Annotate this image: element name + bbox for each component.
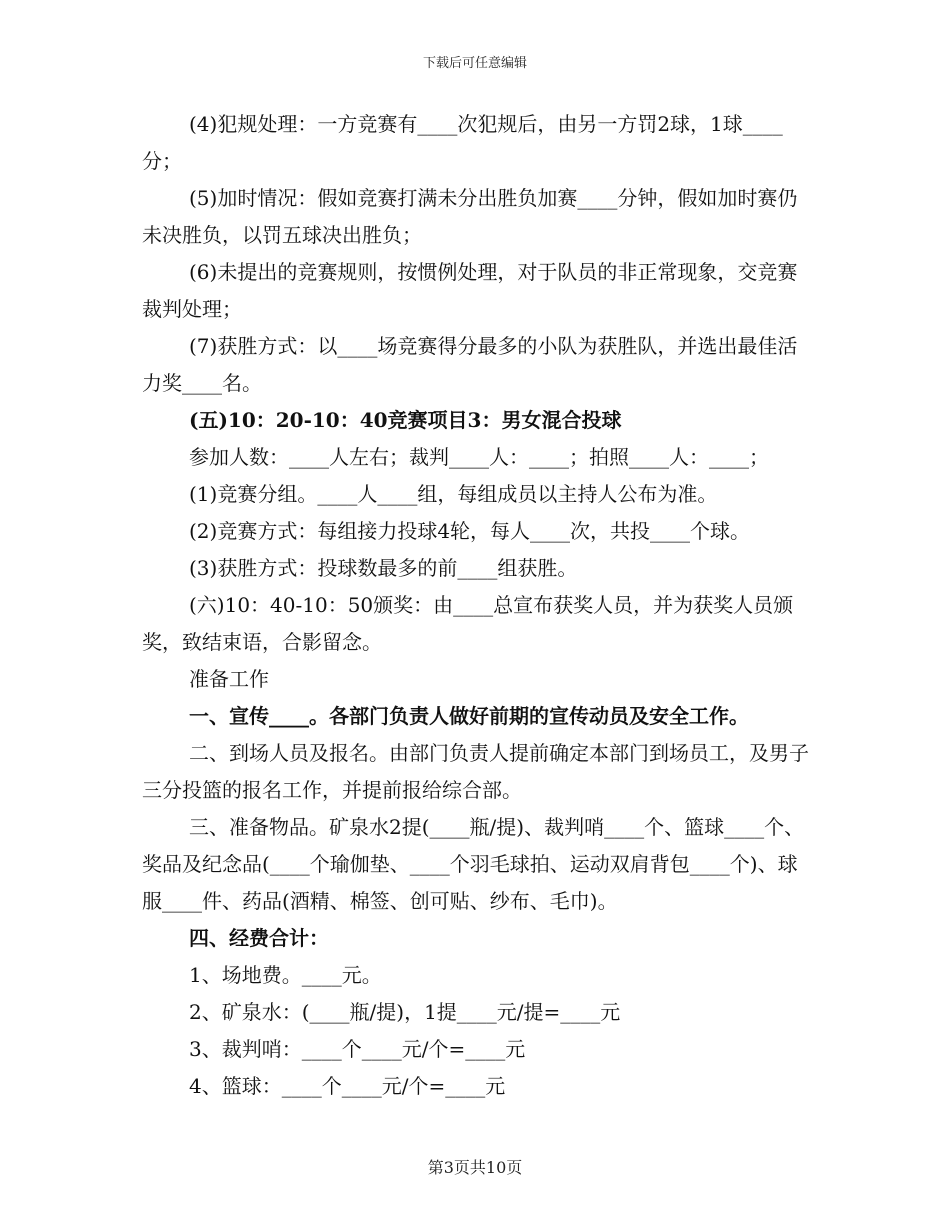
- paragraph-winning: (3)获胜方式：投球数最多的前____组获胜。: [189, 556, 578, 580]
- paragraph-publicity: 一、宣传____。各部门负责人做好前期的宣传动员及安全工作。: [189, 704, 749, 728]
- paragraph-other-rules: (6)未提出的竞赛规则，按惯例处理，对于队员的非正常现象，交竞赛裁判处理；: [142, 260, 798, 321]
- paragraph-awards: (六)10：40-10：50颁奖：由____总宣布获奖人员，并为获奖人员颁奖，致结束语，合影留念。: [142, 593, 794, 654]
- budget-item-venue: 1、场地费。____元。: [189, 963, 382, 987]
- page-footer: 第3页共10页: [427, 1158, 523, 1177]
- section-heading-event3: (五)10：20-10：40竞赛项目3：男女混合投球: [189, 408, 622, 432]
- paragraph-overtime: (5)加时情况：假如竞赛打满未分出胜负加赛____分钟，假如加时赛仍未决胜负，以罚五球决出胜负；: [142, 186, 798, 247]
- paragraph-foul-rule: (4)犯规处理：一方竞赛有____次犯规后，由另一方罚2球，1球____分；: [142, 112, 783, 173]
- section-heading-budget: 四、经费合计：: [189, 926, 329, 950]
- section-heading-preparation: 准备工作: [189, 667, 269, 691]
- budget-item-whistle: 3、裁判哨：____个____元/个=____元: [189, 1037, 526, 1061]
- paragraph-participants: 参加人数：____人左右；裁判____人：____；拍照____人：____；: [189, 445, 769, 469]
- budget-item-basketball: 4、篮球：____个____元/个=____元: [189, 1074, 506, 1098]
- paragraph-competition-method: (2)竞赛方式：每组接力投球4轮，每人____次，共投____个球。: [189, 519, 751, 543]
- paragraph-registration: 二、到场人员及报名。由部门负责人提前确定本部门到场员工，及男子三分投篮的报名工作，并提前报给综合部。: [142, 741, 809, 802]
- document-body: [142, 106, 810, 1105]
- paragraph-win-method: (7)获胜方式：以____场竞赛得分最多的小队为获胜队，并选出最佳活力奖____名。: [142, 334, 798, 395]
- page-header: 下载后可任意编辑: [422, 56, 527, 71]
- budget-item-water: 2、矿泉水：(____瓶/提)，1提____元/提=____元: [189, 1000, 621, 1024]
- paragraph-grouping: (1)竞赛分组。____人____组，每组成员以主持人公布为准。: [189, 482, 718, 506]
- paragraph-supplies: 三、准备物品。矿泉水2提(____瓶/提)、裁判哨____个、篮球____个、奖品及纪念品(____个瑜伽垫、____个羽毛球拍、运动双肩背包____个)、球服____件、药品(酒精、棉签、创可贴、纱布、毛巾)。: [142, 815, 805, 913]
